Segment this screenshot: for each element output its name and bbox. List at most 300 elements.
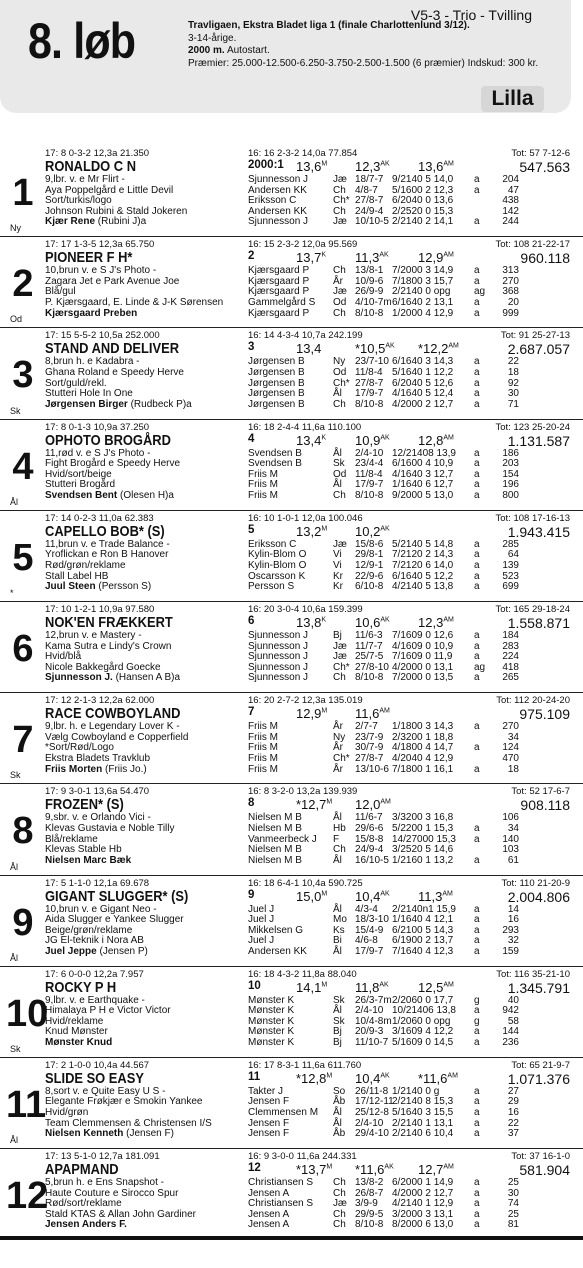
start-odds: 32 bbox=[507, 935, 519, 947]
best-time-value: 10,4 bbox=[355, 888, 381, 904]
start-info: 1/2160 1 13,2 bbox=[392, 854, 454, 866]
start-odds: 368 bbox=[502, 286, 519, 298]
start-date: 4/10-7m bbox=[355, 296, 392, 308]
start-trainer: Jørgensen B bbox=[248, 398, 305, 410]
driver-name: Kjærsgaard Preben bbox=[45, 307, 138, 319]
start-odds: 999 bbox=[502, 307, 519, 319]
horse-detail: Rød/grøn/reklame bbox=[45, 559, 126, 571]
start-odds: 27 bbox=[507, 1085, 519, 1097]
start-odds-mark: a bbox=[474, 458, 480, 470]
start-odds: 144 bbox=[502, 1026, 519, 1038]
start-odds: 25 bbox=[507, 1177, 519, 1189]
horse-detail: JG El-teknik i Nora AB bbox=[45, 935, 144, 947]
best-time-type: AK bbox=[379, 981, 389, 989]
start-track: Ål bbox=[333, 479, 342, 491]
start-trainer: Kylin-Blom O bbox=[248, 559, 307, 571]
start-info: 1/1640 4 12,1 bbox=[392, 914, 454, 926]
start-odds-mark: a bbox=[474, 559, 480, 571]
start-odds: 25 bbox=[507, 1208, 519, 1220]
start-info: 4/2040 4 12,9 bbox=[392, 752, 454, 764]
horse-detail: 12,brun v. e Mastery - bbox=[45, 629, 142, 641]
start-date: 10/10-5 bbox=[355, 216, 389, 228]
start-track: Mo bbox=[333, 914, 347, 926]
horse-detail: 10,brun v. e Gigant Neo - bbox=[45, 903, 157, 915]
start-info: 1/1800 3 14,3 bbox=[392, 721, 454, 733]
start-odds: 203 bbox=[502, 458, 519, 470]
start-odds-mark: g bbox=[474, 994, 480, 1006]
best-time-value: 13,6 bbox=[296, 159, 322, 174]
best-time-value: *12,7 bbox=[296, 797, 327, 813]
horse-detail: 9,lbr. v. e Mr Flirt - bbox=[45, 174, 125, 185]
start-date: 24/9-4 bbox=[355, 844, 384, 856]
start-trainer: Friis M bbox=[248, 479, 278, 491]
start-track: Ål bbox=[333, 903, 342, 915]
horse-entry bbox=[0, 876, 583, 967]
horse-name: OPHOTO BROGÅRD bbox=[45, 431, 171, 449]
shoe-info: Ål bbox=[10, 952, 19, 963]
best-time-value: *12,2 bbox=[418, 341, 449, 357]
start-info: 3/2000 3 13,1 bbox=[392, 1208, 454, 1220]
post-position: 2 bbox=[248, 250, 255, 263]
start-trainer: Andersen KK bbox=[248, 205, 307, 217]
best-time-value: 13,2 bbox=[296, 523, 322, 539]
start-number: 7 bbox=[12, 719, 34, 762]
horse-detail: Hvid/sort/beige bbox=[45, 468, 112, 480]
horse-entry bbox=[0, 784, 583, 875]
start-trainer: Mønster K bbox=[248, 994, 295, 1006]
start-odds: 270 bbox=[502, 721, 519, 733]
start-date: 27/8-10 bbox=[355, 661, 389, 673]
start-track: Kr bbox=[333, 581, 343, 593]
start-odds: 159 bbox=[502, 945, 519, 957]
start-track: År bbox=[333, 721, 343, 733]
start-date: 27/8-7 bbox=[355, 752, 384, 764]
start-odds: 14 bbox=[507, 903, 519, 915]
start-track: Bj bbox=[333, 629, 342, 641]
start-odds: 139 bbox=[502, 559, 519, 571]
start-odds: 34 bbox=[507, 731, 519, 743]
start-odds-mark: a bbox=[474, 570, 480, 582]
start-odds-mark: a bbox=[474, 903, 480, 915]
start-track: Ch bbox=[333, 265, 346, 277]
start-info: 4/1640 3 12,7 bbox=[392, 468, 454, 480]
start-date: 25/12-8 bbox=[355, 1107, 389, 1119]
career-total: Tot: 108 17-16-13 bbox=[495, 512, 570, 524]
best-time-type: K bbox=[321, 251, 326, 259]
start-trainer: Mønster K bbox=[248, 1026, 295, 1038]
start-trainer: Sjunnesson J bbox=[248, 661, 309, 673]
horse-detail: Aya Poppelgård e Little Devil bbox=[45, 184, 174, 196]
start-track: Ch bbox=[333, 1187, 346, 1199]
shoe-info: Ål bbox=[10, 861, 19, 872]
start-odds-mark: a bbox=[474, 366, 480, 378]
start-date: 17/9-7 bbox=[355, 945, 384, 957]
start-info: 7/1640 4 12,3 bbox=[392, 945, 454, 957]
start-track: Jæ bbox=[333, 651, 347, 663]
start-odds: 58 bbox=[507, 1015, 519, 1027]
best-time-type: M bbox=[326, 1163, 333, 1171]
horse-detail: Ghana Roland e Speedy Herve bbox=[45, 366, 184, 378]
driver-line bbox=[45, 947, 148, 958]
start-odds: 34 bbox=[507, 822, 519, 834]
best-time bbox=[418, 1071, 458, 1086]
start-date: 26/8-7 bbox=[355, 1187, 384, 1199]
start-date: 25/7-5 bbox=[355, 651, 384, 663]
driver-line bbox=[45, 309, 137, 320]
start-odds-mark: a bbox=[474, 945, 480, 957]
driver-name: Mønster Knud bbox=[45, 1037, 113, 1049]
best-time bbox=[418, 433, 454, 448]
start-odds-mark: a bbox=[474, 549, 480, 561]
start-odds-mark: a bbox=[474, 1026, 480, 1038]
start-trainer: Takter J bbox=[248, 1085, 284, 1097]
post-position: 5 bbox=[248, 523, 255, 536]
start-info: 4/1609 0 10,9 bbox=[392, 640, 454, 652]
start-track: Bi bbox=[333, 935, 342, 947]
best-time-type: AK bbox=[380, 160, 390, 168]
best-time-value: 10,9 bbox=[355, 432, 381, 448]
start-odds-mark: a bbox=[474, 1128, 480, 1140]
start-date: 18/7-7 bbox=[355, 174, 384, 185]
horse-name: APAPMAND bbox=[45, 1161, 119, 1179]
start-odds-mark: a bbox=[474, 924, 480, 936]
start-date: 12/9-1 bbox=[355, 559, 384, 571]
shoe-info: * bbox=[10, 587, 14, 598]
best-time bbox=[296, 797, 332, 812]
driver-extra: (Olesen H)a bbox=[120, 489, 174, 501]
driver-extra: (Rudbeck P)a bbox=[130, 398, 192, 410]
start-date: 26/3-7m bbox=[355, 994, 392, 1006]
start-odds-mark: a bbox=[474, 1198, 480, 1210]
race-start-type: Autostart. bbox=[226, 45, 270, 56]
best-time bbox=[296, 980, 327, 995]
start-date: 13/10-6 bbox=[355, 763, 389, 775]
start-odds: 196 bbox=[502, 479, 519, 491]
start-odds: 470 bbox=[502, 752, 519, 764]
start-info: 2/2520 0 15,3 bbox=[392, 205, 454, 217]
best-time-type: AK bbox=[380, 616, 390, 624]
start-track: Ch bbox=[333, 307, 346, 319]
best-time-type: AK bbox=[380, 434, 390, 442]
start-date: 15/8-8 bbox=[355, 833, 384, 845]
best-time-value: 13,6 bbox=[418, 159, 444, 174]
start-date: 20/9-3 bbox=[355, 1026, 384, 1038]
career-earnings: 1.071.376 bbox=[507, 1070, 570, 1087]
stats-previous-year: 16: 9 3-0-0 11,6a 244.331 bbox=[248, 1151, 357, 1163]
start-date: 11/6-7 bbox=[355, 812, 383, 824]
start-info: 5/1600 2 12,3 bbox=[392, 184, 454, 196]
horse-detail: Rød/sort/reklame bbox=[45, 1198, 122, 1210]
horse-name: PIONEER F H* bbox=[45, 249, 133, 267]
start-trainer: Jørgensen B bbox=[248, 366, 305, 378]
horse-detail: Aida Slugger e Yankee Slugger bbox=[45, 914, 184, 926]
best-time bbox=[296, 706, 327, 721]
post-position: 6 bbox=[248, 614, 255, 627]
start-track: Ks bbox=[333, 924, 345, 936]
career-total: Tot: 123 25-20-24 bbox=[495, 421, 570, 433]
post-position: 3 bbox=[248, 341, 255, 354]
horse-detail: Klevas Gustavia e Noble Tilly bbox=[45, 822, 175, 834]
horse-detail: 9,lbr. v. e Earthquake - bbox=[45, 994, 145, 1006]
start-number: 3 bbox=[12, 354, 34, 397]
stats-current-year: 17: 13 5-1-0 12,7a 181.091 bbox=[45, 1151, 160, 1163]
start-date: 2/4-10 bbox=[355, 1005, 384, 1017]
start-info: 5/1640 1 12,2 bbox=[392, 366, 454, 378]
stats-previous-year: 16: 10 1-0-1 12,0a 100.046 bbox=[248, 512, 363, 524]
best-time-type: AM bbox=[443, 160, 454, 168]
best-time-type: M bbox=[321, 890, 328, 898]
shoe-info: Ål bbox=[10, 496, 19, 507]
start-odds-mark: a bbox=[474, 174, 480, 185]
stats-current-year: 17: 6 0-0-0 12,2a 7.957 bbox=[45, 968, 144, 980]
start-track: So bbox=[333, 1085, 346, 1097]
best-time bbox=[418, 889, 453, 904]
start-trainer: Friis M bbox=[248, 731, 278, 743]
best-time-value: 12,5 bbox=[418, 979, 444, 995]
start-date: 24/9-4 bbox=[355, 205, 384, 217]
horse-name: SLIDE SO EASY bbox=[45, 1069, 144, 1087]
start-trainer: Friis M bbox=[248, 763, 278, 775]
start-info: 6/1600 4 10,9 bbox=[392, 458, 454, 470]
best-time bbox=[296, 341, 321, 356]
start-trainer: Nielsen M B bbox=[248, 854, 302, 866]
start-odds-mark: a bbox=[474, 1117, 480, 1129]
best-time-type: AK bbox=[380, 1072, 390, 1080]
start-track: F bbox=[333, 833, 340, 845]
start-info: 9/2140 5 14,0 bbox=[392, 174, 454, 185]
start-odds: 81 bbox=[507, 1219, 519, 1231]
start-odds: 438 bbox=[502, 195, 519, 207]
best-time bbox=[296, 433, 326, 448]
start-odds: 40 bbox=[507, 994, 519, 1006]
start-track: Ch* bbox=[333, 752, 350, 764]
race-title: 8. løb bbox=[28, 13, 136, 69]
start-trainer: Kjærsgaard P bbox=[248, 265, 310, 277]
horse-detail: Nicole Bakkegård Goecke bbox=[45, 661, 161, 673]
start-odds-mark: a bbox=[474, 377, 480, 389]
start-info: 8/2000 6 13,0 bbox=[392, 1219, 454, 1231]
driver-line bbox=[45, 491, 174, 502]
start-odds-mark: a bbox=[474, 216, 480, 228]
start-date: 15/8-6 bbox=[355, 538, 384, 550]
start-trainer: Oscarsson K bbox=[248, 570, 306, 582]
driver-name: Juul Steen bbox=[45, 581, 96, 593]
best-time bbox=[355, 341, 395, 356]
start-number: 5 bbox=[12, 536, 34, 579]
post-position: 12 bbox=[248, 1162, 261, 1175]
start-track: Ål bbox=[333, 447, 342, 459]
start-odds: 61 bbox=[507, 854, 519, 866]
start-info: 5/1609 0 14,5 bbox=[392, 1037, 454, 1049]
start-date: 11/7-7 bbox=[355, 640, 383, 652]
stats-current-year: 17: 15 5-5-2 10,5a 252.000 bbox=[45, 330, 160, 342]
career-total: Tot: 91 25-27-13 bbox=[500, 330, 570, 342]
start-odds: 186 bbox=[502, 447, 519, 459]
start-track: Od bbox=[333, 296, 347, 308]
start-odds-mark: a bbox=[474, 265, 480, 277]
start-odds: 184 bbox=[502, 629, 519, 641]
driver-name: Friis Morten bbox=[45, 763, 103, 775]
start-info: 7/2000 0 13,5 bbox=[392, 672, 454, 684]
start-date: 23/7-9 bbox=[355, 731, 384, 743]
start-number: 10 bbox=[6, 992, 49, 1035]
start-odds: 106 bbox=[502, 812, 519, 824]
best-time-value: 13,7 bbox=[296, 250, 322, 266]
best-time-type: M bbox=[326, 1072, 333, 1080]
start-date: 23/7-10 bbox=[355, 356, 389, 368]
driver-extra: (Rubini J)a bbox=[97, 216, 147, 228]
start-odds-mark: a bbox=[474, 651, 480, 663]
best-time bbox=[296, 524, 327, 539]
start-odds: 37 bbox=[507, 1128, 519, 1140]
horse-detail: Yroflickan e Ron B Hanover bbox=[45, 549, 169, 561]
start-odds: 293 bbox=[502, 924, 519, 936]
start-info: 2/3200 1 18,8 bbox=[392, 731, 454, 743]
driver-name: Jørgensen Birger bbox=[45, 398, 128, 410]
horse-detail: Fight Brogård e Speedy Herve bbox=[45, 458, 181, 470]
horse-entry bbox=[0, 693, 583, 784]
start-date: 10/4-8m bbox=[355, 1015, 392, 1027]
start-odds: 22 bbox=[507, 1117, 519, 1129]
start-odds: 47 bbox=[507, 184, 519, 196]
start-track: Ch bbox=[333, 672, 346, 684]
career-total: Tot: 108 21-22-17 bbox=[495, 239, 570, 251]
start-odds: 124 bbox=[502, 742, 519, 754]
horse-name: GIGANT SLUGGER* (S) bbox=[45, 887, 189, 905]
start-odds-mark: a bbox=[474, 763, 480, 775]
start-odds: 236 bbox=[502, 1037, 519, 1049]
horse-detail: Team Clemmensen & Christensen I/S bbox=[45, 1117, 212, 1129]
start-track: Jæ bbox=[333, 640, 347, 652]
driver-extra: (Hansen A B)a bbox=[115, 672, 181, 684]
start-info: 3/1609 4 12,2 bbox=[392, 1026, 454, 1038]
best-time-type: AM bbox=[379, 707, 390, 715]
shoe-info: Ny bbox=[10, 223, 21, 234]
start-track: Od bbox=[333, 366, 347, 378]
start-date: 22/9-6 bbox=[355, 570, 384, 582]
best-time bbox=[296, 250, 326, 265]
stats-previous-year: 16: 8 3-2-0 13,2a 139.939 bbox=[248, 786, 358, 798]
horse-detail: Haute Couture e Sirocco Spur bbox=[45, 1187, 179, 1199]
best-time-type: AM bbox=[443, 616, 454, 624]
start-track: Jæ bbox=[333, 538, 347, 550]
best-time-type: AM bbox=[443, 434, 454, 442]
start-track: Jæ bbox=[333, 216, 347, 228]
horse-detail: Sort/guld/rekl. bbox=[45, 377, 107, 389]
stats-current-year: 17: 14 0-2-3 11,0a 62.383 bbox=[45, 512, 154, 524]
start-trainer: Svendsen B bbox=[248, 458, 302, 470]
horse-detail: 9,sbr. v. e Orlando Vici - bbox=[45, 812, 151, 824]
horse-detail: Blå/gul bbox=[45, 286, 76, 298]
start-track: Ch bbox=[333, 489, 346, 501]
start-number: 1 bbox=[12, 172, 34, 214]
start-info: 7/1609 0 11,9 bbox=[392, 651, 453, 663]
stats-current-year: 17: 9 3-0-1 13,6a 54.470 bbox=[45, 786, 150, 798]
best-time-type: M bbox=[321, 525, 328, 533]
best-time-type: AK bbox=[385, 343, 395, 351]
best-time-value: 12,8 bbox=[418, 432, 444, 448]
start-odds-mark: a bbox=[474, 1208, 480, 1220]
driver-name: Kjær Rene bbox=[45, 216, 96, 228]
horse-entry bbox=[0, 602, 583, 693]
race-distance-value: 2000 m. bbox=[188, 45, 225, 56]
start-odds-mark: a bbox=[474, 742, 480, 754]
driver-extra: (Persson S) bbox=[98, 581, 152, 593]
start-info: 1/2060 0 opg bbox=[392, 1015, 451, 1027]
best-time bbox=[355, 1071, 390, 1086]
start-info: 5/2200 1 15,3 bbox=[392, 822, 454, 834]
start-track: Ny bbox=[333, 356, 346, 368]
start-odds-mark: a bbox=[474, 468, 480, 480]
start-number: 8 bbox=[12, 810, 34, 853]
post-position: 2000:1 bbox=[248, 159, 284, 171]
horse-detail: Klevas Stable Hb bbox=[45, 844, 122, 856]
best-time-type: AM bbox=[442, 890, 453, 898]
start-trainer: Friis M bbox=[248, 742, 278, 754]
start-info: 2/2140 6 10,4 bbox=[392, 1128, 454, 1140]
start-date: 13/8-1 bbox=[355, 265, 384, 277]
best-time-type: M bbox=[321, 981, 328, 989]
start-trainer: Jensen F bbox=[248, 1128, 290, 1140]
start-info: 4/2140 5 13,8 bbox=[392, 581, 454, 593]
start-track: Ch* bbox=[333, 377, 350, 389]
career-earnings: 1.943.415 bbox=[507, 523, 570, 540]
start-odds: 244 bbox=[502, 216, 519, 228]
start-odds-mark: a bbox=[474, 1037, 480, 1049]
stats-previous-year: 16: 15 2-3-2 12,0a 95.569 bbox=[248, 239, 358, 251]
best-time bbox=[355, 1162, 394, 1177]
start-date: 8/10-8 bbox=[355, 489, 384, 501]
best-time-value: 11,3 bbox=[418, 888, 443, 904]
start-track: Ch bbox=[333, 1219, 346, 1231]
best-time-value: 13,8 bbox=[296, 614, 322, 630]
start-info: 12/21408 13,9 bbox=[392, 447, 456, 459]
best-time bbox=[418, 250, 454, 265]
start-date: 10/9-6 bbox=[355, 275, 384, 287]
start-info: 6/1640 2 13,1 bbox=[392, 296, 454, 308]
start-odds: 30 bbox=[507, 1187, 519, 1199]
start-odds-mark: a bbox=[474, 629, 480, 641]
horse-detail: Hvid/grøn bbox=[45, 1107, 89, 1119]
start-date: 26/11-8 bbox=[355, 1085, 389, 1097]
start-trainer: Juel J bbox=[248, 935, 275, 947]
best-time bbox=[355, 615, 390, 630]
start-track: Ch bbox=[333, 1177, 346, 1189]
post-position: 10 bbox=[248, 979, 261, 992]
driver-line bbox=[45, 856, 131, 867]
start-track: Ch bbox=[333, 1208, 346, 1220]
start-trainer: Gammelgård S bbox=[248, 296, 316, 308]
start-trainer: Friis M bbox=[248, 468, 278, 480]
start-odds-mark: g bbox=[474, 1015, 480, 1027]
start-odds-mark: a bbox=[474, 388, 480, 400]
start-info: 9/2000 5 13,0 bbox=[392, 489, 454, 501]
best-time bbox=[355, 524, 390, 539]
start-trainer: Kylin-Blom O bbox=[248, 549, 307, 561]
start-date: 27/8-7 bbox=[355, 377, 384, 389]
start-odds: 265 bbox=[502, 672, 519, 684]
start-date: 29/6-6 bbox=[355, 822, 384, 834]
start-odds-mark: a bbox=[474, 1085, 480, 1097]
start-info: 1/2000 4 12,9 bbox=[392, 307, 454, 319]
horse-detail: Himalaya P H e Victor Victor bbox=[45, 1005, 171, 1017]
start-info: 7/1800 1 16,1 bbox=[392, 763, 454, 775]
horse-detail: Knud Mønster bbox=[45, 1026, 108, 1038]
best-time bbox=[355, 706, 390, 721]
start-track: Ch bbox=[333, 205, 346, 217]
driver-extra: (Jensen F) bbox=[126, 1128, 174, 1140]
start-info: 3/3200 3 16,8 bbox=[392, 812, 454, 824]
